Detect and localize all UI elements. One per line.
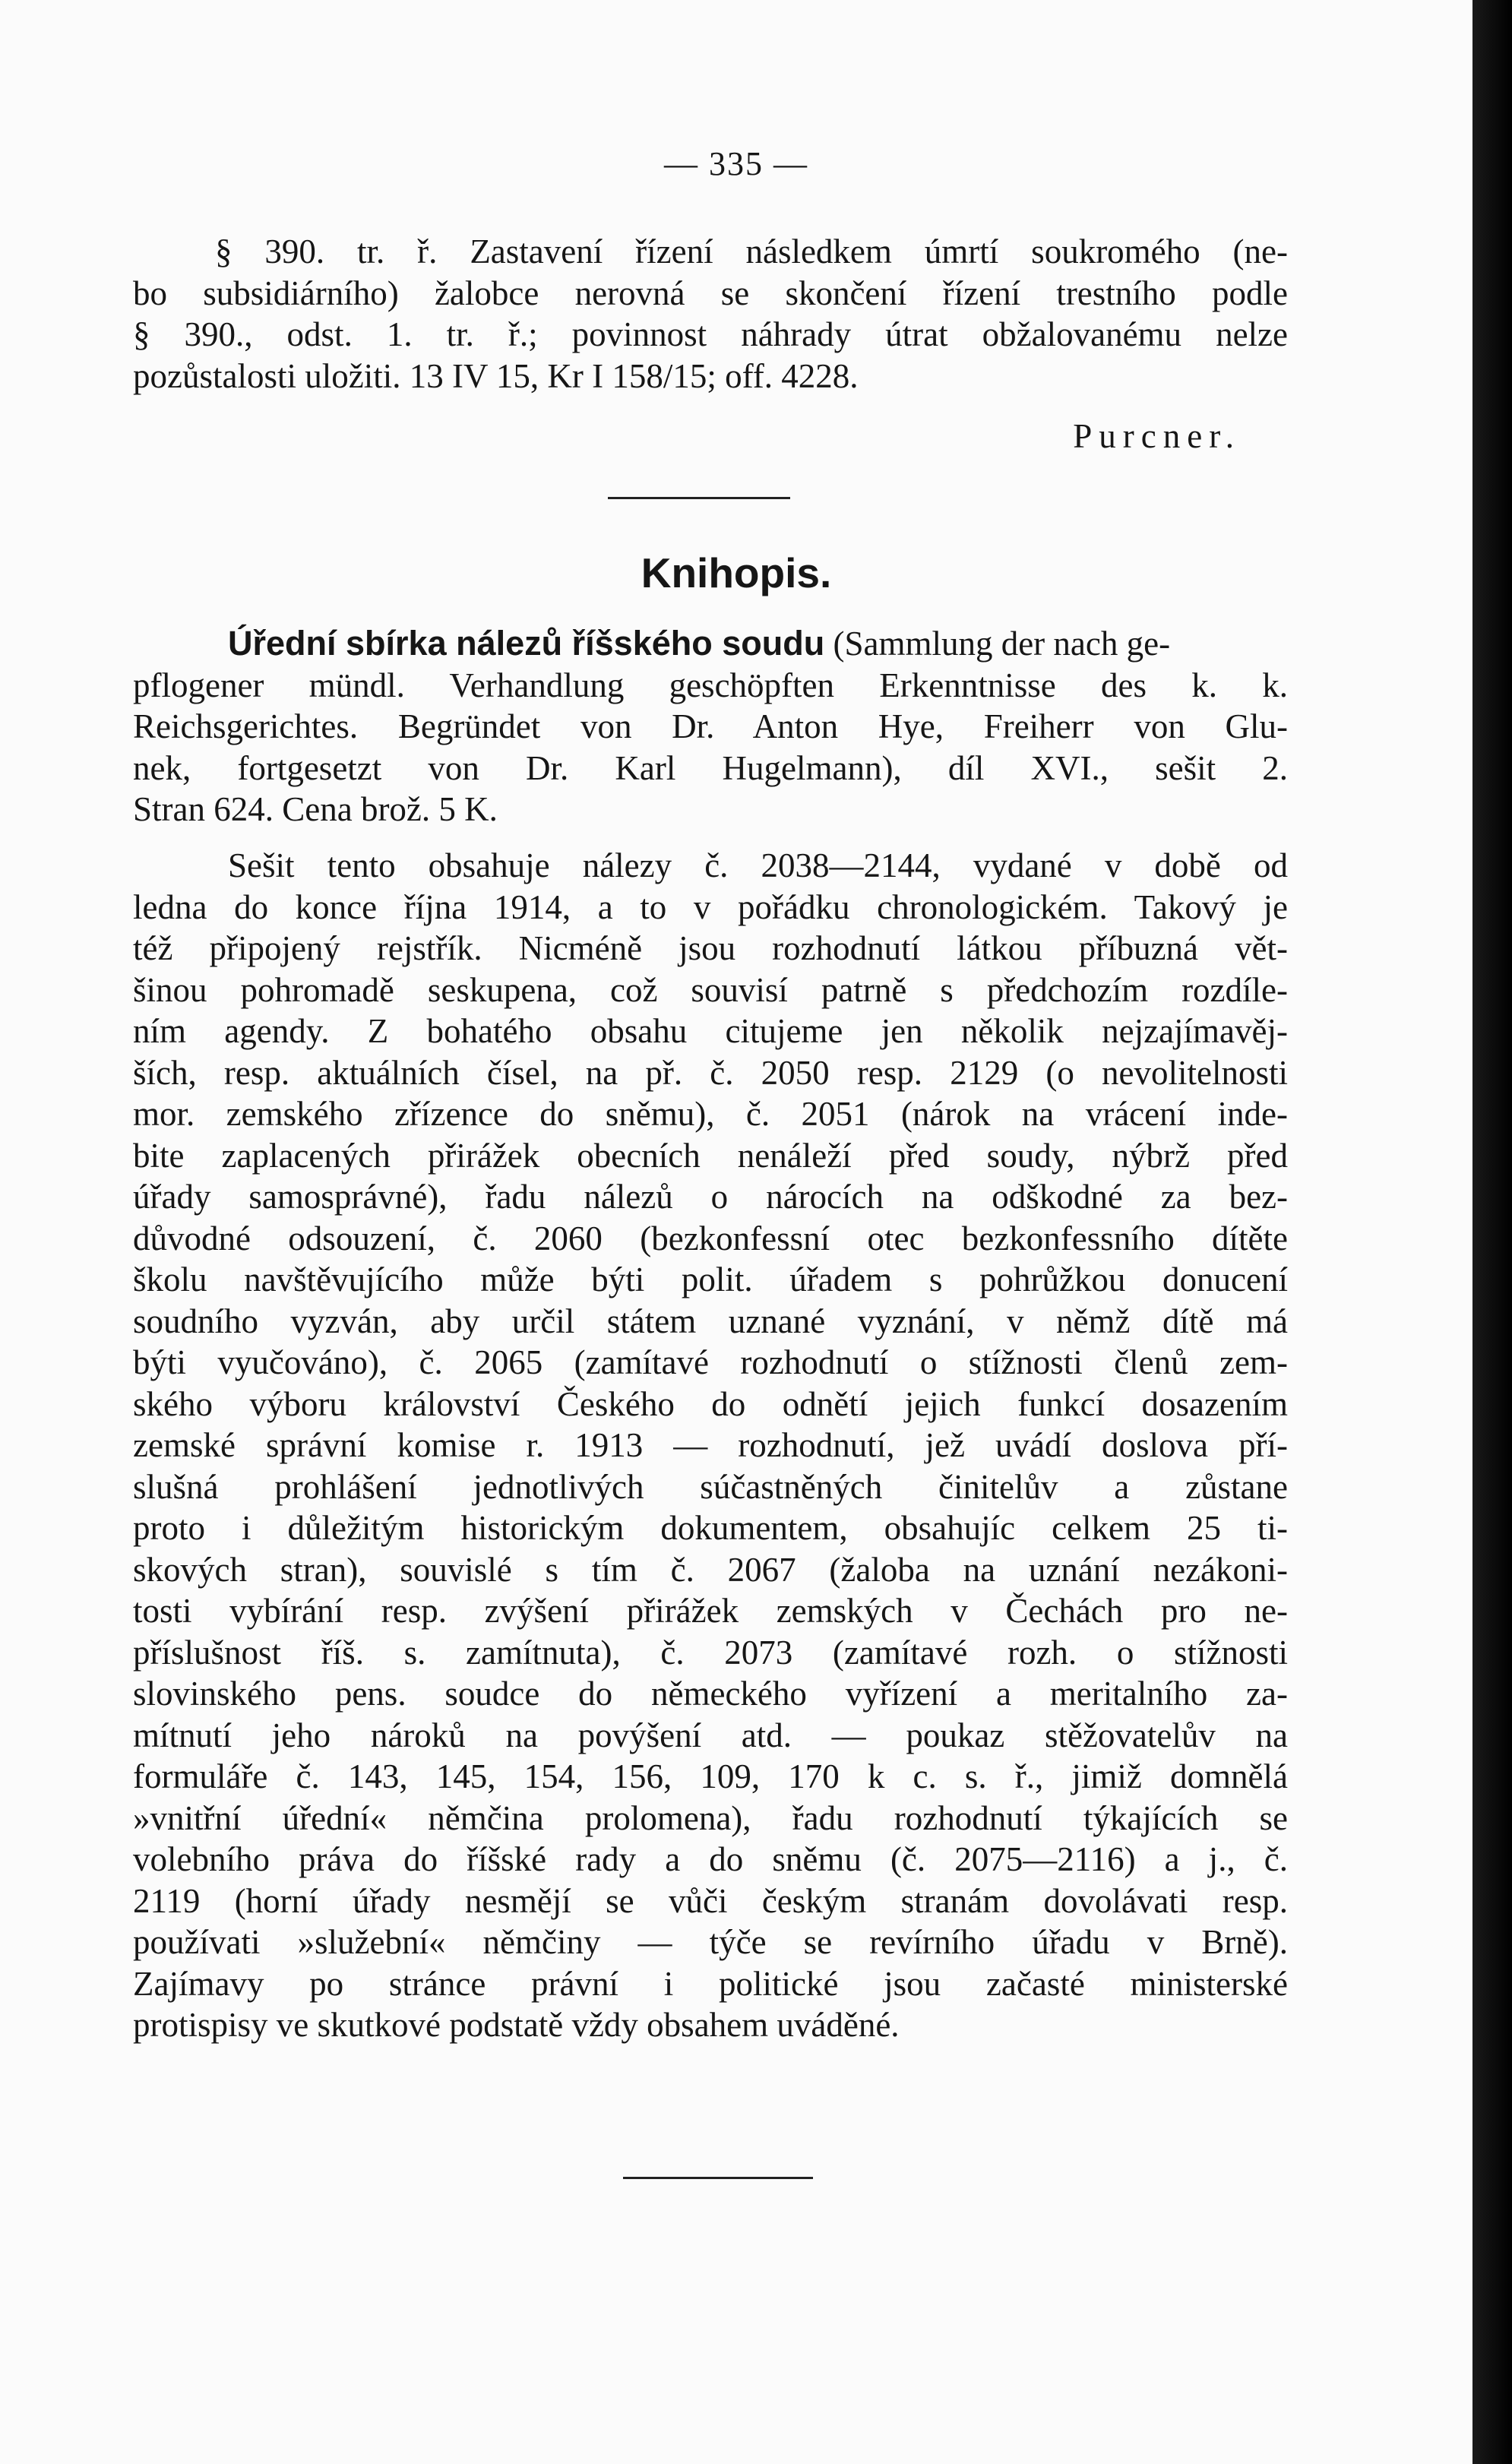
book-title: Úřední sbírka nálezů říšského soudu	[228, 624, 825, 663]
review-line: ších, resp. aktuálních čísel, na př. č. 2050 resp. 2129 (o nevolitelnosti	[133, 1053, 1288, 1092]
book-entry-line	[133, 623, 1288, 665]
section-divider	[608, 497, 790, 499]
review-line: úřady samosprávné), řadu nálezů o nárocích na odškodné za bez-	[133, 1178, 1288, 1216]
case-note	[133, 231, 1288, 397]
end-divider	[623, 2177, 813, 2179]
page-number: — 335 —	[664, 145, 808, 182]
review-line: mor. zemského zřízence do sněmu), č. 2051 (nárok na vrácení inde-	[133, 1095, 1288, 1133]
review-line: Zajímavy po stránce právní i politické jsou začasté ministerské	[133, 1964, 1288, 2003]
book-entry-line: Reichsgerichtes. Begründet von Dr. Anton Hye, Freiherr von Glu-	[133, 707, 1288, 745]
book-entry-line: nek, fortgesetzt von Dr. Karl Hugelmann), díl XVI., sešit 2.	[133, 748, 1288, 787]
review-line: Sešit tento obsahuje nálezy č. 2038—2144, vydané v době od	[228, 846, 1288, 884]
review-line: důvodné odsouzení, č. 2060 (bezkonfessní otec bezkonfessního dítěte	[133, 1219, 1288, 1257]
review-line: »vnitřní úřední« němčina prolomena), řadu rozhodnutí týkajících se	[133, 1798, 1288, 1837]
review-text	[133, 845, 1288, 2046]
review-line: volebního práva do říšské rady a do sněmu (č. 2075—2116) a j., č.	[133, 1840, 1288, 1878]
case-note-line: § 390. tr. ř. Zastavení řízení následkem úmrtí soukromého (ne-	[215, 232, 1288, 270]
author-signature: Purcner.	[1073, 417, 1241, 455]
review-line: slovinského pens. soudce do německého vyřízení a meritalního za-	[133, 1675, 1288, 1713]
review-line: formuláře č. 143, 145, 154, 156, 109, 170 k c. s. ř., jimiž domnělá	[133, 1757, 1288, 1795]
review-line: 2119 (horní úřady nesmějí se vůči českým stranám dovolávati resp.	[133, 1881, 1288, 1920]
scan-edge	[1472, 0, 1512, 2464]
review-line: příslušnost říš. s. zamítnuta), č. 2073 (zamítavé rozh. o stížnosti	[133, 1633, 1288, 1672]
review-line: tosti vybírání resp. zvýšení přirážek zemských v Čechách pro ne-	[133, 1592, 1288, 1630]
review-line: ského výboru království Českého do odnětí jejich funkcí dosazením	[133, 1384, 1288, 1423]
review-line: slušná prohlášení jednotlivých súčastněných činitelův a zůstane	[133, 1467, 1288, 1506]
section-title: Knihopis.	[641, 549, 832, 596]
review-line: ledna do konce října 1914, a to v pořádku chronologickém. Takový je	[133, 887, 1288, 926]
review-line: též připojený rejstřík. Nicméně jsou rozhodnutí látkou příbuzná vět-	[133, 929, 1288, 967]
review-line: proto i důležitým historickým dokumentem, obsahujíc celkem 25 ti-	[133, 1509, 1288, 1547]
review-line: používati »služební« němčiny — týče se revírního úřadu v Brně).	[133, 1923, 1288, 1961]
book-entry	[133, 623, 1288, 830]
case-note-line: § 390., odst. 1. tr. ř.; povinnost náhrady útrat obžalovanému nelze	[133, 315, 1288, 353]
review-line: protispisy ve skutkové podstatě vždy obsahem uváděné.	[133, 2006, 900, 2044]
review-line: ním agendy. Z bohatého obsahu citujeme jen několik nejzajímavěj-	[133, 1012, 1288, 1050]
review-line: skových stran), souvislé s tím č. 2067 (žaloba na uznání nezákoni-	[133, 1550, 1288, 1589]
case-note-line: pozůstalosti uložiti. 13 IV 15, Kr I 158/15; off. 4228.	[133, 356, 859, 395]
review-line: soudního vyzván, aby určil státem uznané vyznání, v němž dítě má	[133, 1302, 1288, 1340]
review-line: bite zaplacených přirážek obecních nenáleží před soudy, nýbrž před	[133, 1136, 1288, 1175]
review-line: mítnutí jeho nároků na povýšení atd. — poukaz stěžovatelův na	[133, 1716, 1288, 1754]
book-entry-text: (Sammlung der nach ge-	[824, 625, 1171, 663]
review-line: školu navštěvujícího může býti polit. úřadem s pohrůžkou donucení	[133, 1260, 1288, 1298]
review-line: býti vyučováno), č. 2065 (zamítavé rozhodnutí o stížnosti členů zem-	[133, 1343, 1288, 1381]
case-note-line: bo subsidiárního) žalobce nerovná se skončení řízení trestního podle	[133, 274, 1288, 312]
review-line: zemské správní komise r. 1913 — rozhodnutí, jež uvádí doslova pří-	[133, 1426, 1288, 1464]
review-line: šinou pohromadě seskupena, což souvisí patrně s předchozím rozdíle-	[133, 970, 1288, 1009]
book-entry-line: pflogener mündl. Verhandlung geschöpften Erkenntnisse des k. k.	[133, 666, 1288, 704]
book-entry-line: Stran 624. Cena brož. 5 K.	[133, 790, 498, 828]
